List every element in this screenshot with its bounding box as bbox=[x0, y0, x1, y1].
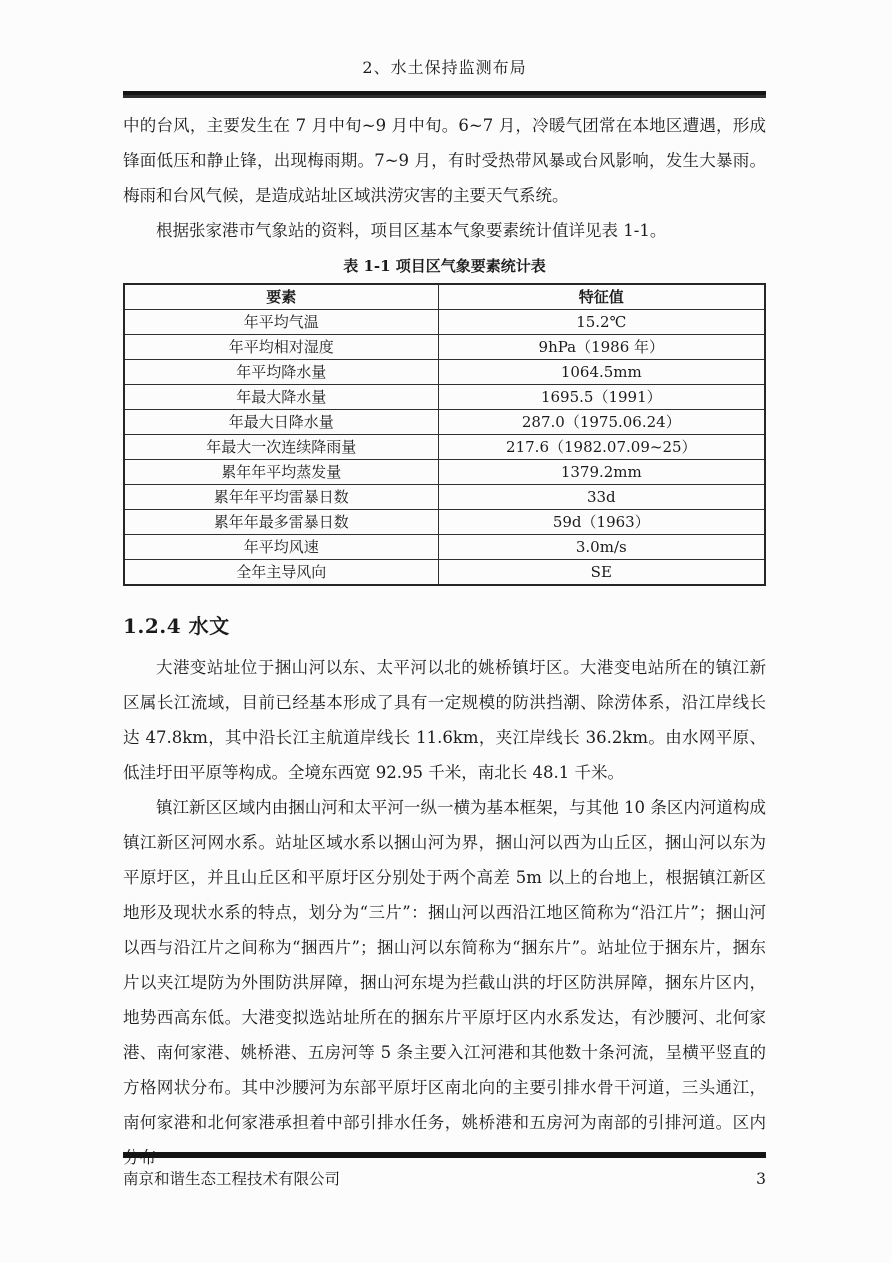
weather-elements-table bbox=[123, 283, 766, 586]
table-cell-value: 15.2℃ bbox=[438, 310, 765, 335]
table-cell-value: SE bbox=[438, 560, 765, 586]
table-row bbox=[124, 485, 765, 510]
table-cell-element: 年最大一次连续降雨量 bbox=[124, 435, 438, 460]
table-cell-value: 1064.5mm bbox=[438, 360, 765, 385]
table-cell-element: 年平均风速 bbox=[124, 535, 438, 560]
hydrology-section bbox=[123, 650, 766, 1175]
table-row bbox=[124, 510, 765, 535]
table-row bbox=[124, 310, 765, 335]
page-header-title: 2、水土保持监测布局 bbox=[362, 58, 527, 77]
table-row bbox=[124, 560, 765, 586]
table-cell-element: 年最大日降水量 bbox=[124, 410, 438, 435]
table-header-row bbox=[124, 284, 765, 310]
intro-section bbox=[123, 108, 766, 248]
hydrology-paragraph-2: 镇江新区区域内由捆山河和太平河一纵一横为基本框架，与其他 10 条区内河道构成镇江新区河网水系。站址区域水系以捆山河为界，捆山河以西为山丘区，捆山河以东为平原圩区，并且山丘区和平原圩区分别处于两个高差 5m 以上的台地上，根据镇江新区地形及现状水系的特点，划分为“三片”：捆山河以西沿江地区简称为“沿江片”；捆山河以西与沿江片之间称为“捆西片”；捆山河以东简称为“捆东片”。站址位于捆东片，捆东片以夹江堤防为外围防洪屏障，捆山河东堤为拦截山洪的圩区防洪屏障，捆东片区内，地势西高东低。大港变拟选站址所在的捆东片平原圩区内水系发达，有沙腰河、北何家港、南何家港、姚桥港、五房河等 5 条主要入江河港和其他数十条河流，呈横平竖直的方格网状分布。其中沙腰河为东部平原圩区南北向的主要引排水骨干河道，三头通江，南何家港和北何家港承担着中部引排水任务，姚桥港和五房河为南部的引排河道。区内分布 bbox=[123, 798, 766, 1167]
table-caption: 表 1-1 项目区气象要素统计表 bbox=[343, 257, 546, 275]
footer-page-number: 3 bbox=[756, 1170, 766, 1188]
footer-divider-rule bbox=[123, 1152, 766, 1158]
table-cell-element: 年平均相对湿度 bbox=[124, 335, 438, 360]
table-row bbox=[124, 360, 765, 385]
table-cell-element: 年平均降水量 bbox=[124, 360, 438, 385]
table-row bbox=[124, 535, 765, 560]
table-cell-value: 1379.2mm bbox=[438, 460, 765, 485]
table-cell-element: 累年年平均蒸发量 bbox=[124, 460, 438, 485]
table-row bbox=[124, 385, 765, 410]
table-row bbox=[124, 435, 765, 460]
table-cell-element: 累年年平均雷暴日数 bbox=[124, 485, 438, 510]
intro-paragraph-continuation: 中的台风，主要发生在 7 月中旬~9 月中旬。6~7 月，冷暖气团常在本地区遭遇，形成锋面低压和静止锋，出现梅雨期。7~9 月，有时受热带风暴或台风影响，发生大暴雨。梅雨和台风气候，是造成站址区域洪涝灾害的主要天气系统。 bbox=[123, 116, 766, 205]
footer-company-name: 南京和谐生态工程技术有限公司 bbox=[123, 1170, 341, 1188]
table-row bbox=[124, 460, 765, 485]
table-row bbox=[124, 410, 765, 435]
table-cell-value: 217.6（1982.07.09~25） bbox=[438, 435, 765, 460]
header-divider-rule bbox=[123, 91, 766, 98]
table-cell-value: 9hPa（1986 年） bbox=[438, 335, 765, 360]
section-heading-hydrology: 1.2.4 水文 bbox=[123, 614, 230, 638]
page-footer bbox=[123, 1152, 766, 1189]
table-cell-value: 287.0（1975.06.24） bbox=[438, 410, 765, 435]
table-header-element: 要素 bbox=[124, 284, 438, 310]
hydrology-paragraph-1: 大港变站址位于捆山河以东、太平河以北的姚桥镇圩区。大港变电站所在的镇江新区属长江流域，目前已经基本形成了具有一定规模的防洪挡潮、除涝体系，沿江岸线长达 47.8km，其中沿长江主航道岸线长 11.6km，夹江岸线长 36.2km。由水网平原、低洼圩田平原等构成。全境东西宽 92.95 千米，南北长 48.1 千米。 bbox=[123, 658, 766, 782]
table-cell-element: 年平均气温 bbox=[124, 310, 438, 335]
table-cell-value: 3.0m/s bbox=[438, 535, 765, 560]
table-cell-element: 累年年最多雷暴日数 bbox=[124, 510, 438, 535]
table-row bbox=[124, 335, 765, 360]
table-cell-value: 59d（1963） bbox=[438, 510, 765, 535]
table-cell-element: 全年主导风向 bbox=[124, 560, 438, 586]
table-cell-element: 年最大降水量 bbox=[124, 385, 438, 410]
table-header-value: 特征值 bbox=[438, 284, 765, 310]
table-cell-value: 1695.5（1991） bbox=[438, 385, 765, 410]
table-cell-value: 33d bbox=[438, 485, 765, 510]
intro-paragraph-table-ref: 根据张家港市气象站的资料，项目区基本气象要素统计值详见表 1-1。 bbox=[156, 221, 667, 240]
